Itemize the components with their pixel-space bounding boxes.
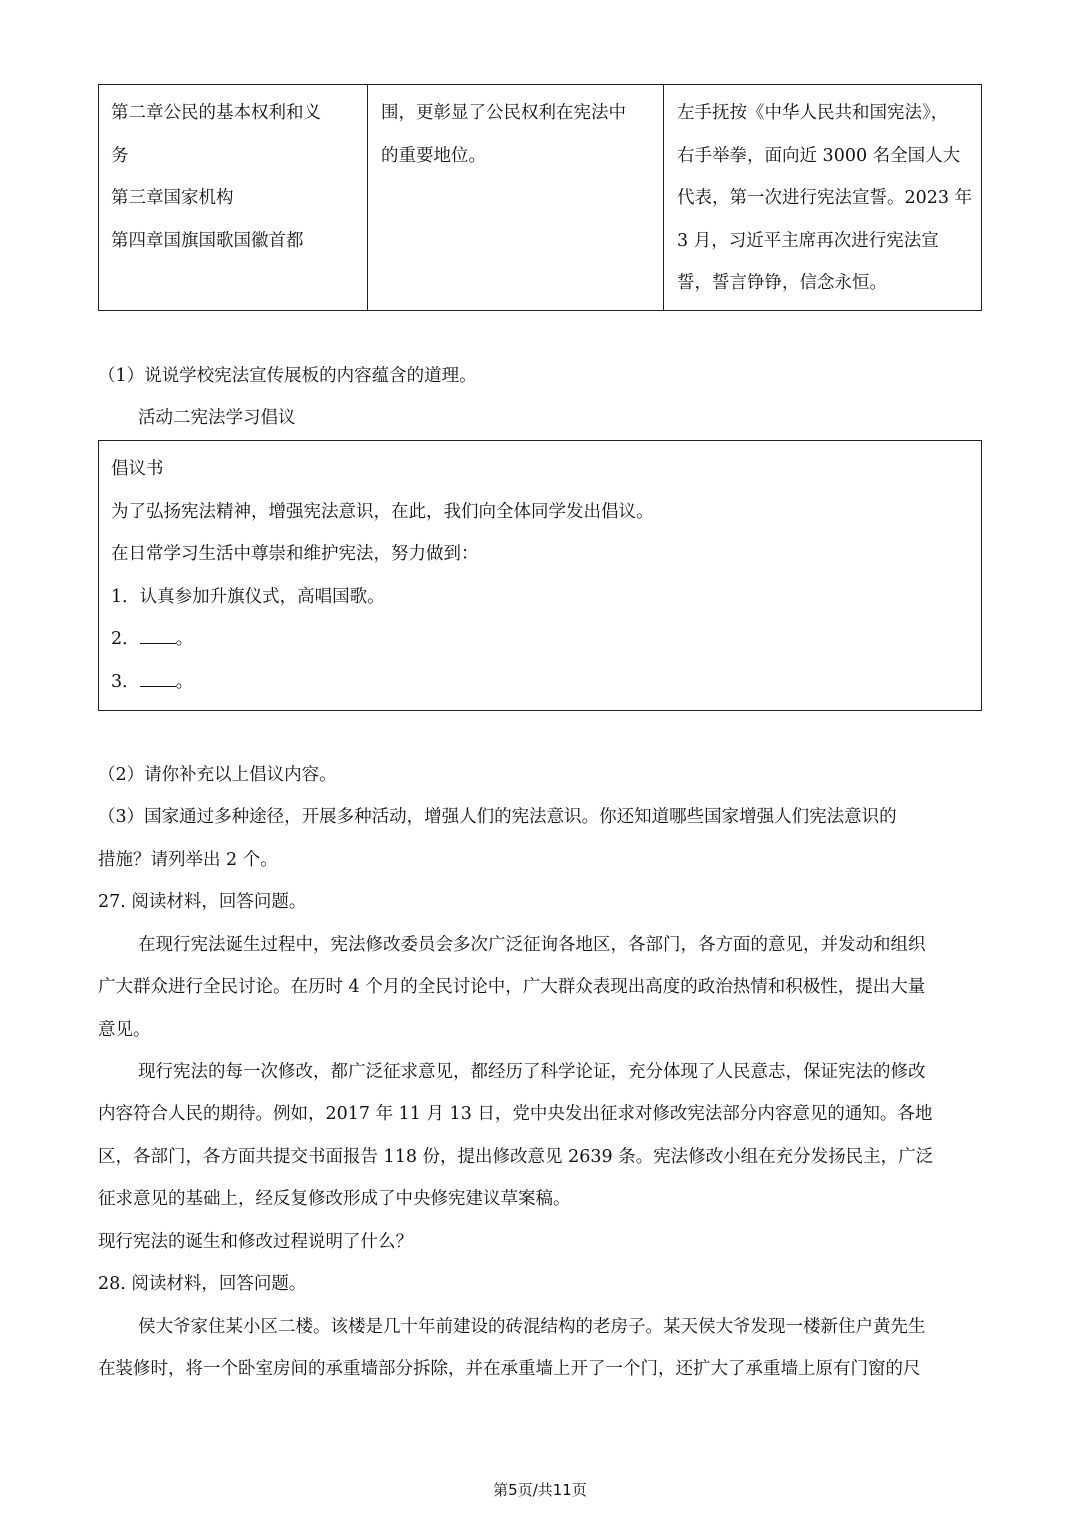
answer-blank[interactable] bbox=[140, 627, 176, 644]
question-3: （3）国家通过多种途径，开展多种活动，增强人们的宪法意识。你还知道哪些国家增强人们宪法意识的 bbox=[98, 807, 897, 827]
cell-text: 的重要地位。 bbox=[381, 146, 486, 166]
q28-paragraph-1: 侯大爷家住某小区二楼。该楼是几十年前建设的砖混结构的老房子。某天侯大爷发现一楼新住户黄先生 bbox=[138, 1317, 926, 1337]
cell-text: 代表，第一次进行宪法宣誓。2023 年 bbox=[677, 188, 973, 208]
constitution-table bbox=[98, 84, 982, 311]
cell-text: 3 月，习近平主席再次进行宪法宣 bbox=[677, 231, 939, 251]
cell-text: 第四章国旗国歌国徽首都 bbox=[111, 231, 304, 251]
proposal-box bbox=[98, 440, 982, 711]
proposal-line: 在日常学习生活中尊崇和维护宪法，努力做到： bbox=[111, 544, 479, 564]
table-divider bbox=[367, 85, 368, 310]
item-end: 。 bbox=[175, 629, 194, 649]
q27-paragraph-1: 广大群众进行全民讨论。在历时 4 个月的全民讨论中，广大群众表现出高度的政治热情和积极性，提出大量 bbox=[98, 977, 926, 997]
activity-2-heading: 活动二宪法学习倡议 bbox=[138, 408, 296, 428]
cell-text: 誓，誓言铮铮，信念永恒。 bbox=[677, 273, 887, 293]
table-cell-oath bbox=[677, 85, 977, 310]
item-number: 2． bbox=[111, 629, 140, 649]
proposal-line: 为了弘扬宪法精神，增强宪法意识，在此，我们向全体同学发出倡议。 bbox=[111, 502, 654, 522]
q27-paragraph-1: 在现行宪法诞生过程中，宪法修改委员会多次广泛征询各地区，各部门，各方面的意见，并发动和组织 bbox=[138, 935, 926, 955]
q27-paragraph-2: 现行宪法的每一次修改，都广泛征求意见，都经历了科学论证，充分体现了人民意志，保证宪法的修改 bbox=[138, 1062, 926, 1082]
q27-paragraph-2: 内容符合人民的期待。例如，2017 年 11 月 13 日，党中央发出征求对修改宪法部分内容意见的通知。各地 bbox=[98, 1104, 933, 1124]
table-cell-rights bbox=[381, 85, 661, 310]
page-number: 第5页/共11页 bbox=[493, 1481, 587, 1499]
question-1: （1）说说学校宪法宣传展板的内容蕴含的道理。 bbox=[98, 366, 477, 386]
question-28-heading: 28. 阅读材料，回答问题。 bbox=[98, 1274, 307, 1294]
item-end: 。 bbox=[175, 672, 194, 692]
cell-text: 围，更彰显了公民权利在宪法中 bbox=[381, 103, 626, 123]
item-number: 3． bbox=[111, 672, 140, 692]
answer-blank[interactable] bbox=[140, 670, 176, 687]
q27-paragraph-1: 意见。 bbox=[98, 1020, 151, 1040]
question-2: （2）请你补充以上倡议内容。 bbox=[98, 765, 337, 785]
question-27-prompt: 现行宪法的诞生和修改过程说明了什么？ bbox=[98, 1232, 413, 1252]
cell-text: 第三章国家机构 bbox=[111, 188, 234, 208]
cell-text: 右手举拳，面向近 3000 名全国人大 bbox=[677, 146, 961, 166]
q28-paragraph-1: 在装修时，将一个卧室房间的承重墙部分拆除，并在承重墙上开了一个门，还扩大了承重墙上原有门窗的尺 bbox=[98, 1359, 921, 1379]
table-divider bbox=[663, 85, 664, 310]
cell-text: 左手抚按《中华人民共和国宪法》， bbox=[677, 103, 949, 123]
proposal-item-2 bbox=[111, 627, 193, 651]
proposal-item-1: 1．认真参加升旗仪式，高唱国歌。 bbox=[111, 587, 385, 607]
cell-text: 务 bbox=[111, 146, 129, 166]
cell-text: 第二章公民的基本权利和义 bbox=[111, 103, 321, 123]
question-27-heading: 27. 阅读材料，回答问题。 bbox=[98, 892, 307, 912]
q27-paragraph-2: 区，各部门，各方面共提交书面报告 118 份，提出修改意见 2639 条。宪法修改小组在充分发扬民主，广泛 bbox=[98, 1147, 934, 1167]
proposal-title: 倡议书 bbox=[111, 459, 164, 479]
question-3-cont: 措施？请列举出 2 个。 bbox=[98, 850, 278, 870]
q27-paragraph-2: 征求意见的基础上，经反复修改形成了中央修宪建议草案稿。 bbox=[98, 1189, 571, 1209]
table-cell-chapters bbox=[111, 85, 361, 310]
proposal-item-3 bbox=[111, 670, 193, 694]
